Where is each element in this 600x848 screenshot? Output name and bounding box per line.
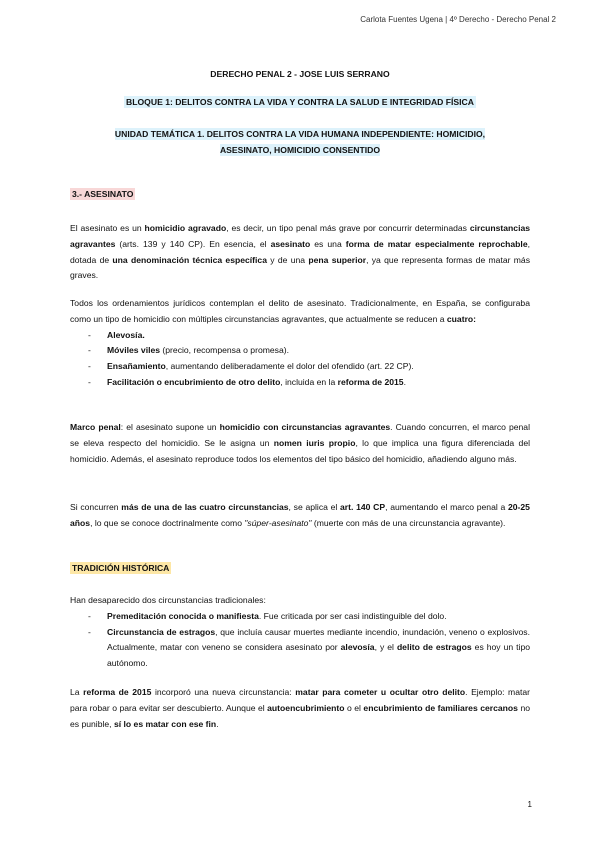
paragraph-reforma-2015: La reforma de 2015 incorporó una nueva circunstancia: matar para cometer u ocultar otro delito. Ejemplo: matar para robar o para evitar ser descubierto. Aunque el autoencubrimiento o el encubrimiento de familiares cercanos no es punible, sí lo es matar con ese fin. [70,687,531,729]
circunstancias-list [70,609,530,672]
block-title: BLOQUE 1: DELITOS CONTRA LA VIDA Y CONTRA LA SALUD E INTEGRIDAD FÍSICA [126,97,474,107]
section-heading-tradicion: TRADICIÓN HISTÓRICA [72,563,170,573]
list-item: - Ensañamiento, aumentando deliberadamente el dolor del ofendido (art. 22 CP). [70,359,530,375]
paragraph-ordenamientos: Todos los ordenamientos jurídicos contemplan el delito de asesinato. Tradicionalmente, en España, se configuraba como un tipo de homicidio con múltiples circunstancias agravantes, que actualmente se reducen a cuatro: - Alevosía. - Móviles viles (precio, recompensa o promesa). - Ensañamiento, aumentando deliberadamente el dolor del ofendido (art. 22 CP). - Facilitación o encubrimiento de otro delito, incluida en la reforma de 2015. [70,296,530,391]
list-item: - Alevosía. [70,328,530,344]
paragraph-super-asesinato: Si concurren más de una de las cuatro circunstancias, se aplica el art. 140 CP, aumentando el marco penal a 20-25 años, lo que se conoce doctrinalmente como "súper-asesinato" (muerte con más de una circunstancia agravante). [70,502,530,528]
section-heading-asesinato: 3.- ASESINATO [72,189,134,199]
paragraph-marco-penal: Marco penal: el asesinato supone un homicidio con circunstancias agravantes. Cuando concurren, el marco penal se eleva respecto del homicidio. Se le asigna un nomen iuris propio, lo que implica una figura diferenciada del homicidio. Además, el asesinato reproduce todos los elementos del tipo básico del homicidio, añadiendo alguno más. [70,422,531,464]
page-number: 1 [527,800,532,809]
list-item: - Premeditación conocida o manifiesta. Fue criticada por ser casi indistinguible del dolo. [70,609,530,625]
list-item: - Facilitación o encubrimiento de otro delito, incluida en la reforma de 2015. [70,375,530,391]
list-item: - Circunstancia de estragos, que incluía causar muertes mediante incendio, inundación, veneno o explosivos. Actualmente, matar con veneno se considera asesinato por alevosía, y el delito de estragos es hoy un tipo autónomo. [70,625,530,672]
agravantes-list [70,328,530,391]
paragraph-definition: El asesinato es un homicidio agravado, es decir, un tipo penal más grave por concurrir determinadas circunstancias agravantes (arts. 139 y 140 CP). En esencia, el asesinato es una forma de matar especialmente reprochable, dotada de una denominación técnica específica y de una pena superior, ya que representa formas de matar más graves. [70,223,531,281]
unit-title: UNIDAD TEMÁTICA 1. DELITOS CONTRA LA VIDA HUMANA INDEPENDIENTE: HOMICIDIO, ASESINATO, HOMICIDIO CONSENTIDO [114,129,486,155]
course-title: DERECHO PENAL 2 - JOSE LUIS SERRANO [210,69,390,79]
page-header: Carlota Fuentes Ugena | 4º Derecho - Derecho Penal 2 [360,15,556,24]
list-item: - Móviles viles (precio, recompensa o promesa). [70,343,530,359]
paragraph-tradicion: Han desaparecido dos circunstancias tradicionales: - Premeditación conocida o manifiesta. Fue criticada por ser casi indistinguible del dolo. - Circunstancia de estragos, que incluía causar muertes mediante incendio, inundación, veneno o explosivos. Actualmente, matar con veneno se considera asesinato por alevosía, y el delito de estragos es hoy un tipo autónomo. [70,593,530,672]
